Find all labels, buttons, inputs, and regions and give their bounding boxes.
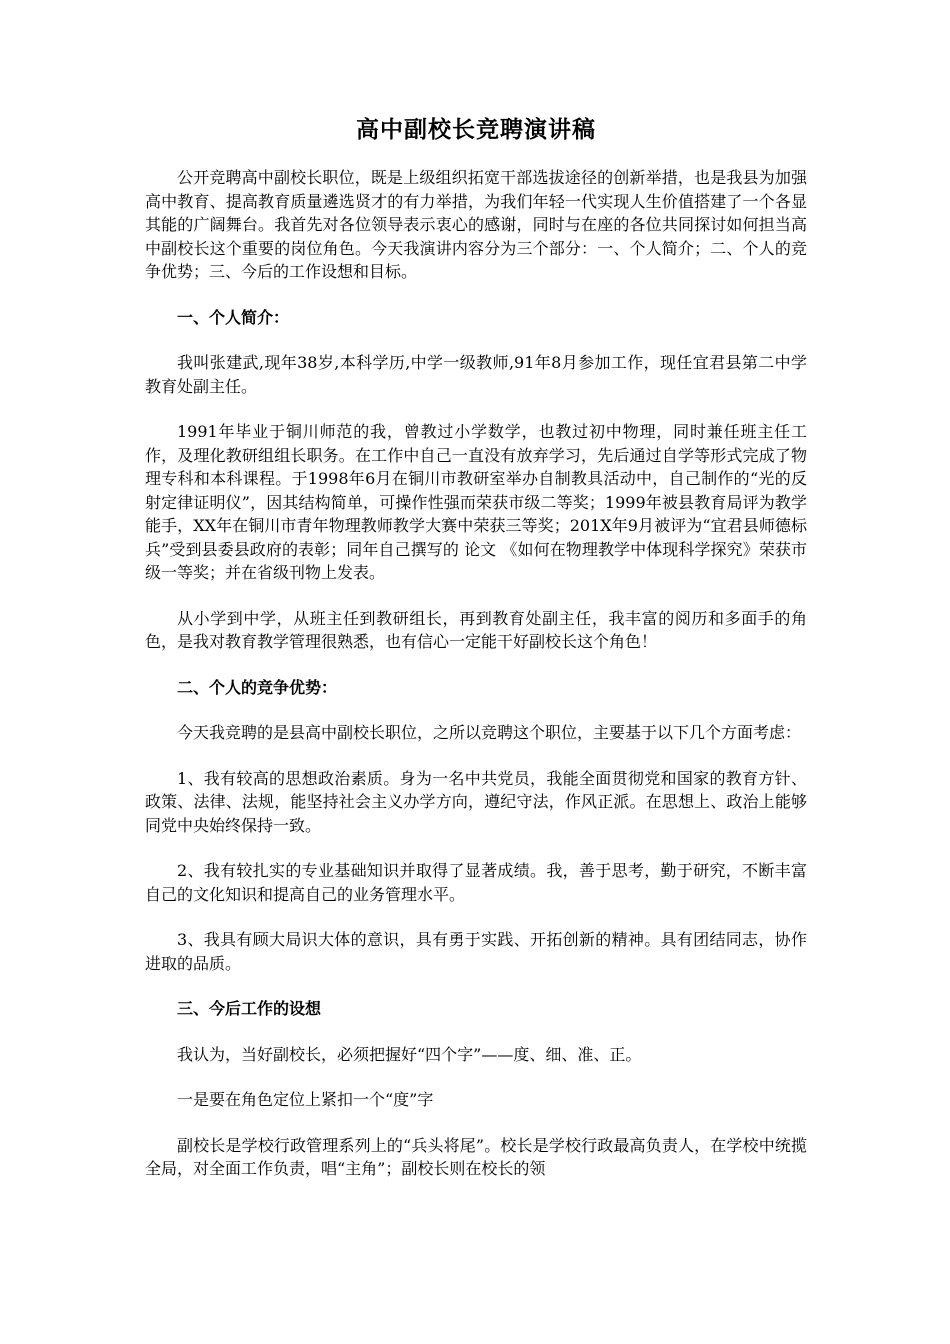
paragraph-personal-summary: 从小学到中学，从班主任到教研组长，再到教育处副主任，我丰富的阅历和多面手的角色，是我对教育教学管理很熟悉，也有信心一定能干好副校长这个角色！ [145, 608, 807, 651]
paragraph-four-words: 我认为，当好副校长，必须把握好“四个字”——度、细、准、正。 [177, 1044, 642, 1064]
section-heading-work-plan: 三、今后工作的设想 [177, 999, 322, 1018]
document-title: 高中副校长竞聘演讲稿 [356, 116, 596, 143]
paragraph-personal-history: 1991年毕业于铜川师范的我，曾教过小学数学，也教过初中物理，同时兼任班主任工作，及理化教研组组长职务。在工作中自己一直没有放弃学习，先后通过自学等形式完成了物理专科和本科课程。于1998年6月在铜川市教研室举办自制教具活动中，自己制作的“光的反射定律证明仪”，因其结构简单，可操作性强而荣获市级二等奖；1999年被县教育局评为教学能手，XX年在铜川市青年物理教师教学大赛中荣获三等奖；201X年9月被评为“宜君县师德标兵”受到县委县政府的表彰；同年自己撰写的 论文 《如何在物理教学中体现科学探究》荣获市级一等奖；并在省级刊物上发表。 [145, 422, 807, 582]
paragraph-advantage-3: 3、我具有顾大局识大体的意识，具有勇于实践、开拓创新的精神。具有团结同志，协作进取的品质。 [145, 930, 807, 973]
paragraph-advantages-intro: 今天我竞聘的是县高中副校长职位，之所以竞聘这个职位，主要基于以下几个方面考虑： [177, 723, 802, 742]
paragraph-advantage-2: 2、我有较扎实的专业基础知识并取得了显著成绩。我，善于思考，勤于研究，不断丰富自己的文化知识和提高自己的业务管理水平。 [145, 861, 807, 904]
section-heading-advantages: 二、个人的竞争优势： [177, 677, 338, 697]
paragraph-advantage-1: 1、我有较高的思想政治素质。身为一名中共党员，我能全面贯彻党和国家的教育方针、政策、法律、法规，能坚持社会主义办学方向，遵纪守法，作风正派。在思想上、政治上能够同党中央始终保持一致。 [145, 768, 807, 835]
paragraph-vice-principal-role: 副校长是学校行政管理系列上的“兵头将尾”。校长是学校行政最高负责人，在学校中统揽全局，对全面工作负责，唱“主角”；副校长则在校长的领 [145, 1135, 807, 1178]
document-page [145, 112, 807, 1181]
intro-paragraph: 公开竞聘高中副校长职位，既是上级组织拓宽干部选拔途径的创新举措，也是我县为加强高中教育、提高教育质量遴选贤才的有力举措，为我们年轻一代实现人生价值搭建了一个各显其能的广阔舞台。我首先对各位领导表示衷心的感谢，同时与在座的各位共同探讨如何担当高中副校长这个重要的岗位角色。今天我演讲内容分为三个部分：一、个人简介；二、个人的竞争优势；三、今后的工作设想和目标。 [145, 168, 807, 281]
section-heading-personal-intro: 一、个人简介： [177, 307, 290, 327]
paragraph-first-point: 一是要在角色定位上紧扣一个“度”字 [177, 1090, 434, 1109]
paragraph-personal-basic: 我叫张建武,现年38岁,本科学历,中学一级教师,91年8月参加工作，现任宜君县第二中学教育处副主任。 [145, 353, 807, 396]
